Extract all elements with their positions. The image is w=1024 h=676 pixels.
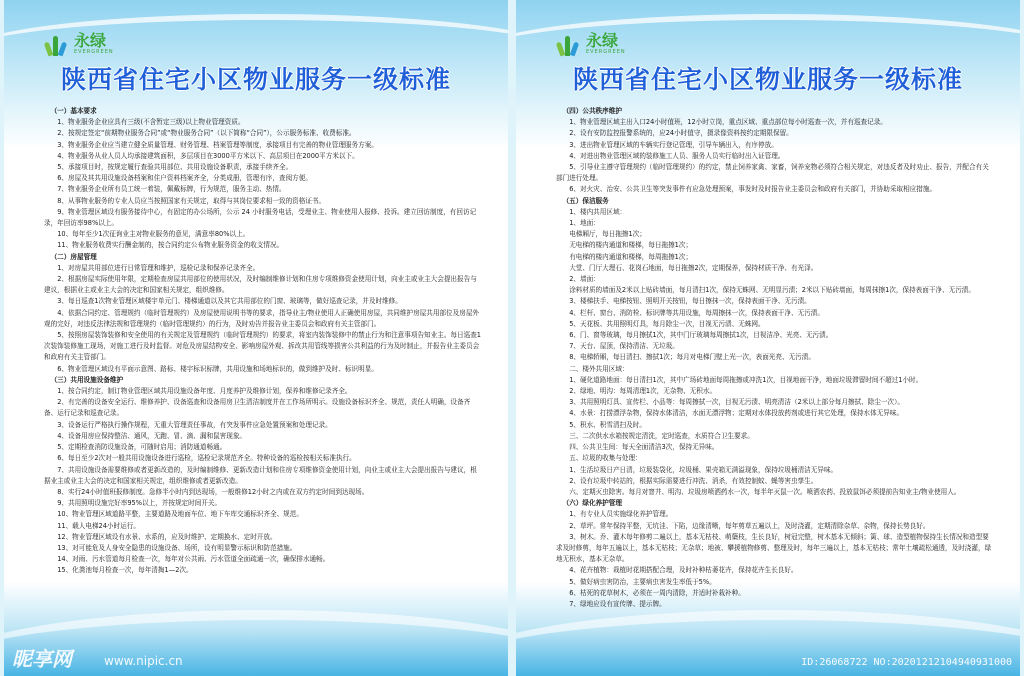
brand-sub: EVERGREEN	[586, 49, 626, 55]
paragraph: 4、花卉植物：栽植时花期搭配合理，及时补种枯萎花卉，保持花卉生长良好。	[569, 566, 798, 575]
paragraph: 6、房屋及其共用设施设备档案和住户资料档案齐全，分类成册，管理有序，查阅方便。	[57, 174, 312, 183]
section-heading: （二）房屋管理	[50, 252, 97, 261]
paragraph: 7、物业服务企业所有员工统一着装，佩戴标牌，行为规范，服务主动、热情。	[57, 185, 286, 194]
paragraph: 2、设有垃圾中转站的，根据实际需要进行冲洗、消杀，有效控制蚊、蝇等害虫孳生。	[569, 476, 818, 485]
watermark-site: 昵享网	[12, 647, 72, 671]
paragraph: 8、实行24小时值班报修制度。急修半小时内到达现场，一般维修12小时之内或在双方约定时间到达现场。	[57, 487, 369, 496]
paragraph: 二、楼外共用区域：	[569, 364, 629, 373]
paragraph: 6、物业管理区域设有平面示意图、路标、楼宇标识标牌，共用设施和场地标识的，做到维护及时、标识明显。	[57, 364, 378, 373]
paragraph: 9、共用照明设施完好率95%以上，并按规定时间开关。	[57, 499, 222, 508]
paragraph: 2、墙面：	[569, 275, 600, 284]
paragraph: 4、对进出物业管理区域的装修施工人员、服务人员实行临时出入证管理。	[569, 151, 785, 160]
paragraph: 4、设备用房应保持整洁、通风，无跑、冒、滴、漏和鼠害现象。	[57, 431, 247, 440]
paragraph: 4、栏杆、窗台、消防栓、标识牌等共用设施，每周擦抹一次，保持表面干净、无污渍。	[569, 308, 824, 317]
paragraph: 5、定期检查消防设施设备，可随时启用；消防通道畅通。	[57, 443, 227, 452]
section-heading: （一）基本要求	[50, 107, 97, 115]
paragraph: 3、共用照明灯具、宣传栏、小品等：每周擦拭一次，目视无污渍、明亮清洁（2米以上部分每月擦拭、除尘一次）。	[569, 398, 904, 407]
paragraph: 10、每年至少1次征询业主对物业服务的意见，满意率80%以上。	[57, 230, 250, 239]
paragraph: 12、物业管理区域设有水景、水系的，应及时维护、定期换水、定时开放。	[57, 532, 277, 541]
paragraph: 7、共用设施设备需要维修或者更新改造的，及时编制维修、更新改造计划和住房专项维修资金使用计划，向业主或业主大会提出报告与建议，根据业主或业主大会的决定和国家相关规定，组织维修或者更新改造。	[44, 465, 477, 485]
paragraph: 11、物业服务收费实行酬金制的，按合同约定公布物业服务资金的收支情况。	[57, 241, 284, 250]
paragraph: 14、对雨、污水管道每月检查一次，每年对公共雨、污水管道全面疏通一次，确保排水通畅。	[57, 555, 330, 564]
brand-sub: EVERGREEN	[74, 49, 114, 55]
page-title: 陕西省住宅小区物业服务一级标准	[572, 65, 963, 94]
paragraph: 7、天台、屋顶，保持清洁、无垃圾。	[569, 342, 679, 351]
paragraph: 2、设有安防监控报警系统的，应24小时值守，摄录像资料按约定期限保留。	[569, 129, 793, 138]
paragraph: 五、垃圾的收集与处理：	[569, 454, 642, 463]
decor-swoosh-bottom	[4, 610, 508, 676]
paragraph: 三、二次供水水箱按规定清洗，定时巡查，水质符合卫生要求。	[569, 431, 754, 440]
paragraph: 6、枯死的花草树木，必须在一周内清除，并适时补栽补种。	[569, 588, 745, 597]
paragraph: 6、对火灾、治安、公共卫生等突发事件有应急处理预案，事发时及时报告业主委员会和政府有关部门，并协助采取相应措施。	[569, 185, 937, 194]
paragraph: 有电梯的楼内通道和楼梯，每周拖擦1次；	[569, 252, 693, 261]
paragraph: 6、每日至少2次对一般共用设施设备进行巡检，巡检记录规范齐全。特种设备的巡检按相关标准执行。	[57, 454, 356, 463]
paragraph: 3、树木。乔、灌木每年修剪二遍以上，基本无枯枝、萌蘖枝，生长良好，树冠完整，树木基本无倾斜；篱、球、造型植物保持生长情况和造型要求及时修剪，每年五遍以上，基本无枯枝；无杂草；地被、攀援植物修剪、整理及时，每年三遍以上，基本无枯枝；常年土壤疏松通透，及时浇灌，绿地无积水，基本无杂草。	[556, 532, 992, 564]
paragraph: 3、每日巡查1次物业管理区域楼宇单元门、楼梯通道以及其它共用部位的门窗、玻璃等，做好巡查记录，并及时维修。	[57, 297, 402, 306]
paragraph: 2、根据房屋实际使用年限，定期检查房屋共用部位的使用状况，及时编制维修计划和住房专项维修资金使用计划，向业主或业主大会提出报告与建议，根据业主或业主大会的决定和国家相关规定，组织维修。	[44, 275, 477, 295]
section-heading: （五）保洁服务	[562, 196, 609, 205]
paragraph: 2、按规定签定“前期物业服务合同”或“物业服务合同”（以下简称“合同”），公示服务标准、收费标准。	[57, 129, 356, 138]
paragraph: 电梯厢厅，每日拖擦1次；	[569, 230, 646, 239]
brand-logo	[556, 32, 626, 56]
paragraph: 1、生活垃圾日产日清，垃圾装袋化，垃圾桶、果壳箱无满溢现象，保持垃圾桶清洁无异味。	[569, 465, 838, 474]
leaf-icon	[556, 32, 582, 56]
paragraph: 2、草坪。常年保持平整，无坑洼、下陷，边缘清晰，每年剪草五遍以上，及时浇灌，定期清除杂草、杂物，保持长势良好。	[569, 521, 930, 530]
watermark-url: www.nipic.cn	[104, 654, 183, 668]
paragraph: 3、楼梯扶手、电梯按钮、照明开关按钮，每日擦抹一次，保持表面干净、无污渍。	[569, 297, 811, 306]
paragraph: 1、地面：	[569, 219, 600, 228]
paragraph: 5、按照房屋装饰装修和安全使用的有关规定及管理规约（临时管理规约）的要求，将室内装饰装修中的禁止行为和注意事项告知业主。每日巡查1次装饰装修施工现场，对施工进行及时监督。对危及房屋结构安全、影响房屋外观、拆改共用管线等损害公共利益的行为及时制止，并报告业主委员会和政府有关主管部门。	[44, 331, 481, 362]
paragraph: 7、绿地应设有宣传牌、提示牌。	[569, 599, 666, 608]
paragraph: 10、物业管理区域道路平整，主要道路及地面车位、地下车库交通标识齐全、规范。	[57, 510, 303, 519]
paragraph: 2、绿地、明沟：每周清理1次，无杂物、无积水。	[569, 387, 717, 396]
brand-name: 永绿	[586, 31, 619, 50]
paragraph: 4、水景：打捞漂浮杂物，保持水体清洁，水面无漂浮物；定期对水体投放药剂或进行其它处理，保持水体无异味。	[569, 409, 904, 418]
leaf-icon	[44, 32, 70, 56]
paragraph: 1、物业服务企业应具有三级(不含暂定三级)以上物业管理资质。	[57, 118, 245, 127]
paragraph: 1、物业管理区域主出入口24小时值班，12小时立岗，重点区域、重点部位每小时巡查一次，并有巡查记录。	[569, 118, 887, 127]
watermark-id: ID:26068722 NO:20201212104940931000	[801, 657, 1012, 668]
paragraph: 涂料材质的墙面及2米以上贴砖墙面，每月清扫1次，保持无蛛网、无明显污渍；2米以下贴砖墙面，每周抹擦1次，保持表面干净、无污渍。	[569, 286, 975, 295]
poster-right	[516, 0, 1020, 676]
paragraph: 3、设备运行严格执行操作规程，无重大管理责任事故，有突发事件应急处置预案和处理记录。	[57, 420, 332, 429]
paragraph: 8、从事物业服务的专业人员应当按照国家有关规定，取得与其岗位要求相一致的资格证书。	[57, 196, 326, 205]
paragraph: 5、积水、积雪清扫及时。	[569, 420, 646, 429]
paragraph: 2、有完善的设备安全运行、维修养护、设备巡查和设备用房卫生清洁制度并在工作场所明示。设施设备标识齐全、规范，责任人明确，设备齐备、运行记录和巡查记录。	[44, 398, 471, 418]
paragraph: 13、对可能危及人身安全隐患的设施设备、场所，设有明显警示标识和防范措施。	[57, 543, 297, 552]
section-heading: （三）共用设施设备维护	[50, 375, 124, 384]
paragraph: 六、定期灭虫除害。每月对窨井、明沟、垃圾房喷洒药水一次，每半年灭鼠一次。喷洒农药、投放鼠饵必须提前告知业主/物业使用人。	[569, 487, 961, 496]
paragraph: 9、物业管理区域设有服务接待中心，有固定的办公场所，公示 24 小时服务电话，受理业主、物业使用人报修、投诉。建立回访制度，有回访记录，年回访率98%以上。	[44, 207, 477, 228]
body-text-left	[44, 106, 482, 577]
paragraph: 11、载人电梯24小时运行。	[57, 521, 140, 530]
body-text-right	[556, 106, 994, 610]
paragraph: 3、物业服务企业应当建立健全质量管理、财务管理、档案管理等制度，承接项目有完善的物业管理服务方案。	[57, 140, 378, 149]
paragraph: 6、门、窗等玻璃，每月擦拭1次，其中门厅玻璃每周擦拭1次，目视洁净、光亮、无污渍。	[569, 331, 833, 340]
paragraph: 大堂、门厅大理石、花岗石地面，每日拖擦2次，定期保养，保持材质干净、有光泽。	[569, 263, 818, 272]
paragraph: 5、做好病虫害防治，主要病虫害发生率低于5%。	[569, 577, 716, 586]
paragraph: 5、天花板、共用照明灯具，每月除尘一次，目视无污渍、无蛛网。	[569, 319, 765, 328]
paragraph: 3、进出物业管理区域的车辆实行登记管理，引导车辆出入，有序停放。	[569, 140, 778, 149]
paragraph: 4、依据合同约定、管理规约（临时管理规约）及房屋使用说明书等的要求，指导业主/物业使用人正确使用房屋，共同维护房屋共用部位及房屋外观的完好，对违反法律法规和管理规约（临时管理规约）的行为，及时劝告并报告业主委员会和政府有关主管部门。	[44, 308, 480, 328]
brand-logo	[44, 32, 114, 56]
paragraph: 5、引导业主遵守管理规约（临时管理规约）的约定，禁止饲养家禽、家畜，饲养宠物必须符合相关规定，对违反者及时劝止、报告，并配合有关部门进行处理。	[556, 163, 989, 183]
paragraph: 5、承接项目时，按规定履行查验共用部位、共用设施设备职责，承接手续齐全。	[57, 163, 293, 172]
paragraph: 4、物业服务从业人员人均承接建筑面积，多层项目在3000平方米以下、高层项目在2000平方米以下。	[57, 151, 359, 160]
paragraph: 无电梯的楼内通道和楼梯，每日拖擦1次；	[569, 241, 693, 250]
paragraph: 1、按合同约定，制订物业管理区域共用设施设备年度、月度养护及维修计划，保养和维修记录齐全。	[57, 387, 352, 396]
poster-left	[4, 0, 508, 676]
paragraph: 1、有专业人员实施绿化养护管理。	[569, 510, 673, 519]
section-heading: （四）公共秩序维护	[562, 107, 622, 115]
paragraph: 四、公共卫生间：每天全面清洁3次，保持无异味。	[569, 443, 719, 452]
paragraph: 1、楼内共用区域：	[569, 207, 627, 216]
section-heading: （六）绿化养护管理	[562, 499, 622, 508]
paragraph: 8、电梯轿厢，每日清扫、擦拭1次；每月对电梯门壁上光一次，表面光亮、无污渍。	[569, 353, 815, 362]
page-title: 陕西省住宅小区物业服务一级标准	[60, 65, 451, 94]
brand-name: 永绿	[74, 31, 107, 50]
paragraph: 1、硬化道路地面：每日清扫1次，其中广场砖地面每周拖擦或冲洗1次，目视地面干净，地面垃圾滞留时间不超过1小时。	[569, 375, 923, 384]
paragraph: 15、化粪池每月检查一次，每年清掏1—2次。	[57, 566, 193, 575]
paragraph: 1、对房屋共用部位进行日常管理和维护，巡检记录和保养记录齐全。	[57, 263, 260, 272]
